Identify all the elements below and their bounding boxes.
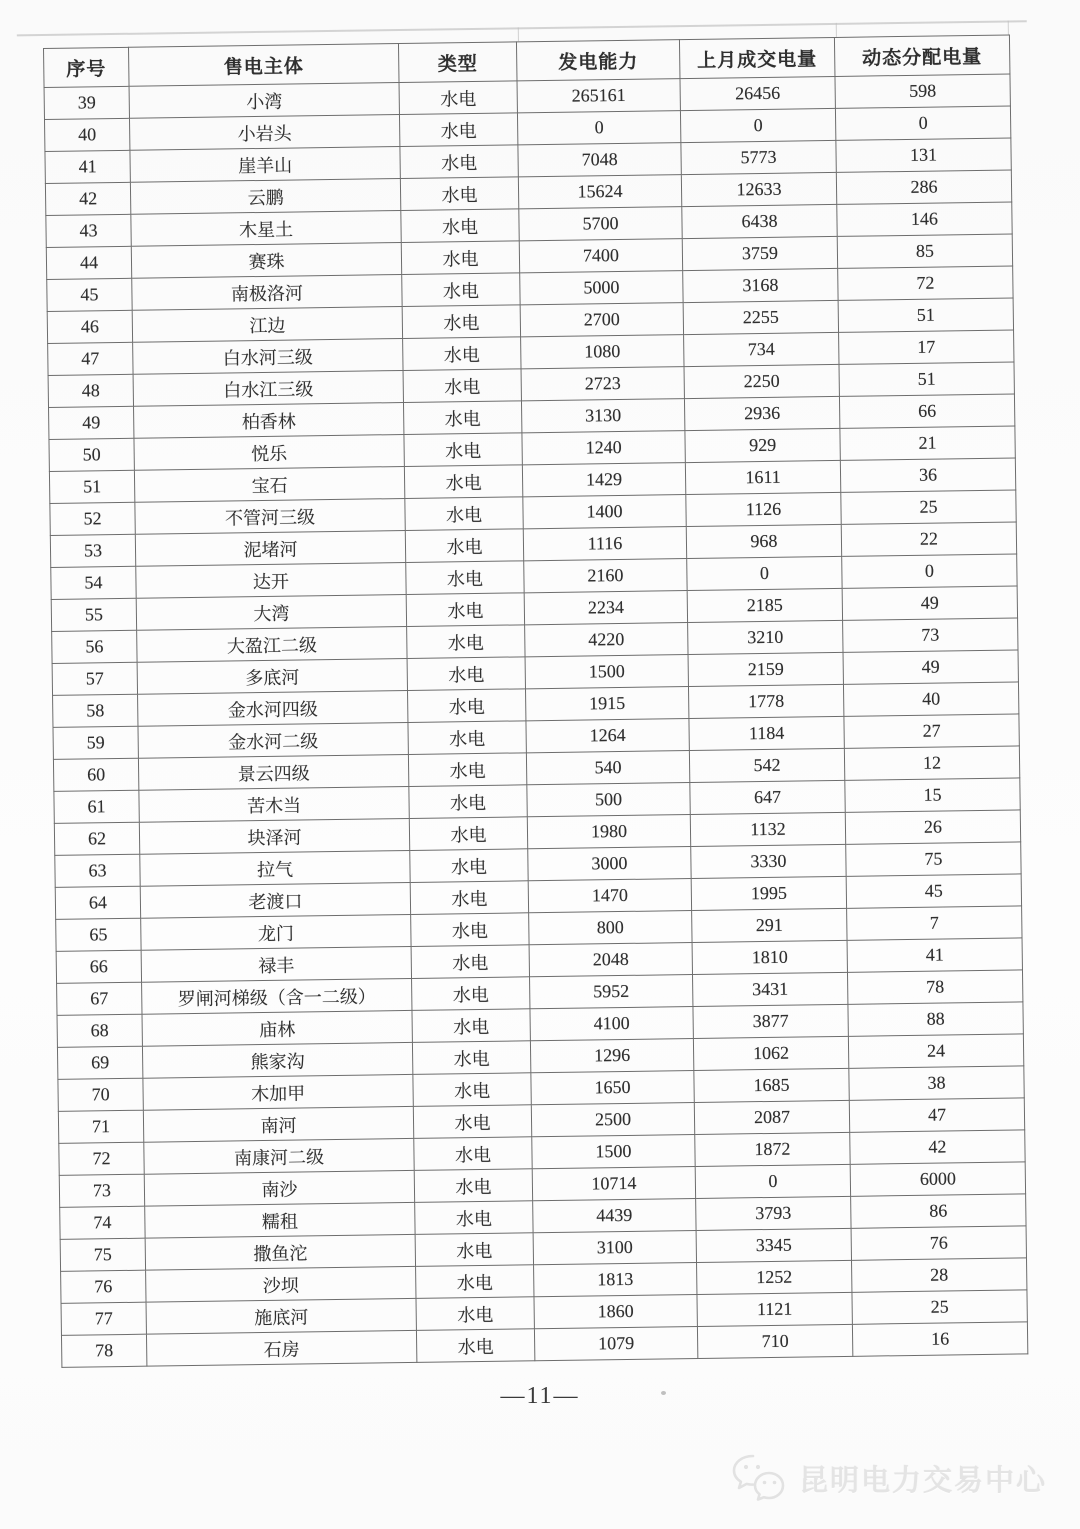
- table-cell: 4100: [530, 1007, 693, 1041]
- table-cell: 白水河三级: [133, 339, 403, 375]
- table-cell: 1685: [694, 1068, 849, 1102]
- table-cell: 38: [849, 1066, 1024, 1100]
- table-cell: 水电: [408, 689, 526, 723]
- table-cell: 赛珠: [131, 243, 401, 279]
- table-cell: 1132: [690, 812, 845, 846]
- table-cell: 24: [848, 1034, 1023, 1068]
- table-cell: 水电: [405, 497, 523, 531]
- table-cell: 1470: [528, 879, 691, 913]
- table-cell: 南极洛河: [132, 275, 402, 311]
- table-cell: 10714: [532, 1167, 695, 1201]
- table-cell: 大湾: [136, 594, 406, 630]
- table-cell: 罗闸河梯级（含一二级）: [142, 978, 412, 1014]
- table-cell: 多底河: [137, 658, 407, 694]
- table-cell: 2048: [529, 943, 692, 977]
- table-cell: 53: [50, 534, 135, 567]
- col-header-lastmonth: 上月成交电量: [679, 37, 835, 78]
- table-cell: 45: [846, 874, 1021, 908]
- table-cell: 水电: [404, 465, 522, 499]
- table-cell: 水电: [410, 849, 528, 883]
- table-cell: 47: [48, 342, 133, 375]
- table-cell: 撒鱼沱: [145, 1234, 415, 1270]
- table-cell: 水电: [401, 241, 519, 275]
- table-cell: 水电: [400, 177, 518, 211]
- table-cell: 南康河二级: [144, 1138, 414, 1174]
- table-cell: 1126: [686, 492, 841, 526]
- table-region: [43, 35, 1027, 1368]
- table-cell: 69: [57, 1046, 142, 1079]
- table-cell: 85: [837, 234, 1012, 268]
- table-cell: 悦乐: [134, 434, 404, 470]
- table-cell: 59: [53, 726, 138, 759]
- table-cell: 968: [686, 524, 841, 558]
- table-cell: 1872: [695, 1132, 850, 1166]
- table-cell: 木星土: [131, 211, 401, 247]
- table-cell: 51: [838, 298, 1013, 332]
- table-cell: 6438: [682, 204, 837, 238]
- table-cell: 水电: [414, 1169, 532, 1203]
- table-cell: 15: [845, 778, 1020, 812]
- table-cell: 水电: [402, 305, 520, 339]
- table-cell: 水电: [403, 369, 521, 403]
- table-cell: 白水江三级: [133, 371, 403, 407]
- table-cell: 76: [851, 1226, 1026, 1260]
- table-cell: 5000: [520, 271, 683, 305]
- scan-remnant-stub: [518, 27, 519, 41]
- table-cell: 39: [44, 86, 129, 119]
- col-header-entity: 售电主体: [128, 44, 399, 87]
- table-cell: 52: [50, 502, 135, 535]
- table-cell: 4439: [533, 1199, 696, 1233]
- table-cell: 929: [685, 428, 840, 462]
- table-cell: 66: [56, 950, 141, 983]
- table-cell: 景云四级: [138, 754, 408, 790]
- table-cell: 水电: [403, 401, 521, 435]
- table-cell: 2936: [684, 396, 839, 430]
- table-cell: 1915: [525, 687, 688, 721]
- watermark: [731, 1452, 1047, 1504]
- table-cell: 66: [839, 394, 1014, 428]
- table-cell: 5773: [681, 140, 836, 174]
- table-cell: 1980: [527, 815, 690, 849]
- table-cell: 76: [61, 1270, 146, 1303]
- table-cell: 286: [836, 170, 1011, 204]
- table-cell: 水电: [416, 1297, 534, 1331]
- table-cell: 74: [60, 1206, 145, 1239]
- table-cell: 不管河三级: [135, 498, 405, 534]
- table-cell: 0: [835, 106, 1010, 140]
- table-cell: 42: [850, 1130, 1025, 1164]
- table-cell: 0: [695, 1164, 850, 1198]
- table-cell: 40: [44, 118, 129, 151]
- table-cell: 22: [841, 522, 1016, 556]
- table-cell: 54: [51, 566, 136, 599]
- table-cell: 块泽河: [139, 818, 409, 854]
- table-cell: 1650: [531, 1071, 694, 1105]
- table-cell: 62: [54, 822, 139, 855]
- table-cell: 木加甲: [143, 1074, 413, 1110]
- table-cell: 61: [54, 790, 139, 823]
- table-cell: 水电: [416, 1265, 534, 1299]
- table-cell: 2500: [531, 1103, 694, 1137]
- table-cell: 46: [47, 310, 132, 343]
- table-cell: 2159: [688, 652, 843, 686]
- table-cell: 710: [697, 1324, 852, 1358]
- table-cell: 57: [52, 662, 137, 695]
- table-cell: 44: [46, 246, 131, 279]
- table-cell: 16: [852, 1322, 1027, 1356]
- col-header-dynamic: 动态分配电量: [834, 35, 1010, 76]
- table-cell: 水电: [415, 1201, 533, 1235]
- table-cell: 265161: [517, 79, 680, 113]
- table-cell: 65: [56, 918, 141, 951]
- table-cell: 1116: [523, 527, 686, 561]
- table-cell: 小岩头: [129, 115, 399, 151]
- scan-remnant-stub: [1008, 21, 1009, 35]
- table-cell: 598: [835, 74, 1010, 108]
- table-cell: 水电: [407, 625, 525, 659]
- table-cell: 宝石: [134, 466, 404, 502]
- table-cell: 3877: [693, 1004, 848, 1038]
- table-cell: 26456: [680, 76, 835, 110]
- table-cell: 73: [843, 618, 1018, 652]
- table-cell: 3345: [696, 1228, 851, 1262]
- table-cell: 水电: [412, 1041, 530, 1075]
- table-cell: 60: [53, 758, 138, 791]
- table-cell: 水电: [403, 337, 521, 371]
- table-cell: 水电: [409, 785, 527, 819]
- table-cell: 水电: [415, 1233, 533, 1267]
- table-cell: 1429: [522, 463, 685, 497]
- table-cell: 131: [836, 138, 1011, 172]
- table-cell: 0: [687, 556, 842, 590]
- table-cell: 542: [689, 748, 844, 782]
- col-header-type: 类型: [398, 42, 517, 83]
- table-cell: 1062: [693, 1036, 848, 1070]
- table-cell: 17: [839, 330, 1014, 364]
- table-cell: 水电: [411, 945, 529, 979]
- table-cell: 水电: [401, 209, 519, 243]
- table-cell: 73: [59, 1174, 144, 1207]
- table-cell: 7: [847, 906, 1022, 940]
- table-cell: 1079: [534, 1326, 697, 1360]
- table-cell: 3100: [533, 1230, 696, 1264]
- table-cell: 72: [59, 1142, 144, 1175]
- table-cell: 苦木当: [139, 786, 409, 822]
- table-cell: 6000: [850, 1162, 1025, 1196]
- table-cell: 水电: [399, 81, 517, 115]
- table-cell: 72: [838, 266, 1013, 300]
- table-cell: 1264: [526, 719, 689, 753]
- table-cell: 江边: [132, 307, 402, 343]
- table-cell: 49: [49, 406, 134, 439]
- table-cell: 沙坝: [146, 1266, 416, 1302]
- table-cell: 1611: [685, 460, 840, 494]
- table-cell: 78: [61, 1334, 146, 1367]
- table-cell: 0: [680, 108, 835, 142]
- table-cell: 3130: [521, 399, 684, 433]
- table-cell: 12: [844, 746, 1019, 780]
- table-cell: 291: [692, 908, 847, 942]
- table-cell: 647: [690, 780, 845, 814]
- table-cell: 40: [843, 682, 1018, 716]
- table-cell: 1121: [697, 1292, 852, 1326]
- table-cell: 36: [840, 458, 1015, 492]
- table-cell: 达开: [136, 562, 406, 598]
- table-cell: 734: [684, 332, 839, 366]
- table-cell: 水电: [406, 593, 524, 627]
- table-cell: 1500: [525, 655, 688, 689]
- table-cell: 43: [46, 214, 131, 247]
- table-cell: 1813: [534, 1262, 697, 1296]
- table-cell: 水电: [412, 977, 530, 1011]
- table-cell: 3330: [691, 844, 846, 878]
- table-cell: 1995: [691, 876, 846, 910]
- table-cell: 75: [60, 1238, 145, 1271]
- table-body: [44, 74, 1028, 1367]
- table-cell: 1240: [522, 431, 685, 465]
- table-cell: 58: [53, 694, 138, 727]
- table-cell: 63: [55, 854, 140, 887]
- table-cell: 大盈江二级: [137, 626, 407, 662]
- table-cell: 水电: [409, 817, 527, 851]
- table-cell: 28: [852, 1258, 1027, 1292]
- table-cell: 1296: [530, 1039, 693, 1073]
- table-cell: 水电: [408, 753, 526, 787]
- table-cell: 1252: [697, 1260, 852, 1294]
- table-cell: 小湾: [129, 83, 399, 119]
- table-cell: 25: [841, 490, 1016, 524]
- table-cell: 67: [57, 982, 142, 1015]
- table-cell: 水电: [400, 145, 518, 179]
- table-cell: 1500: [532, 1135, 695, 1169]
- table-cell: 水电: [411, 913, 529, 947]
- watermark-text: 昆明电力交易中心: [798, 1464, 1047, 1497]
- table-cell: 25: [852, 1290, 1027, 1324]
- table-cell: 水电: [402, 273, 520, 307]
- page-number: —11—: [500, 1383, 580, 1409]
- table-cell: 2700: [520, 303, 683, 337]
- table-cell: 45: [47, 278, 132, 311]
- table-cell: 47: [849, 1098, 1024, 1132]
- table-cell: 3000: [528, 847, 691, 881]
- allocation-table: [43, 34, 1028, 1367]
- table-cell: 2723: [521, 367, 684, 401]
- table-cell: 水电: [416, 1329, 534, 1363]
- scan-speck: [661, 1391, 666, 1395]
- col-header-index: 序号: [44, 47, 130, 87]
- table-cell: 5700: [519, 207, 682, 241]
- table-cell: 26: [845, 810, 1020, 844]
- wechat-icon: [731, 1454, 789, 1502]
- table-cell: 64: [55, 886, 140, 919]
- table-cell: 1778: [688, 684, 843, 718]
- scan-remnant-line: [17, 20, 1027, 36]
- table-cell: 云鹏: [130, 179, 400, 215]
- table-cell: 水电: [414, 1137, 532, 1171]
- table-cell: 水电: [399, 113, 517, 147]
- table-cell: 77: [61, 1302, 146, 1335]
- table-cell: 7048: [518, 143, 681, 177]
- table-cell: 南河: [143, 1106, 413, 1142]
- table-cell: 12633: [681, 172, 836, 206]
- table-cell: 49: [842, 586, 1017, 620]
- table-cell: 21: [840, 426, 1015, 460]
- table-cell: 800: [529, 911, 692, 945]
- table-cell: 500: [527, 783, 690, 817]
- table-cell: 龙门: [141, 914, 411, 950]
- table-cell: 水电: [413, 1105, 531, 1139]
- table-cell: 5952: [530, 975, 693, 1009]
- table-cell: 2255: [683, 300, 838, 334]
- table-cell: 3759: [682, 236, 837, 270]
- table-cell: 71: [58, 1110, 143, 1143]
- table-cell: 51: [839, 362, 1014, 396]
- table-cell: 3793: [696, 1196, 851, 1230]
- table-cell: 水电: [408, 721, 526, 755]
- table-cell: 41: [45, 150, 130, 183]
- table-cell: 3210: [688, 620, 843, 654]
- table-cell: 泥堵河: [135, 530, 405, 566]
- table-cell: 4220: [525, 623, 688, 657]
- table-cell: 56: [52, 630, 137, 663]
- table-cell: 施底河: [146, 1298, 416, 1334]
- table-cell: 42: [45, 182, 130, 215]
- table-cell: 熊家沟: [142, 1042, 412, 1078]
- col-header-capacity: 发电能力: [516, 40, 680, 81]
- table-cell: 0: [517, 111, 680, 145]
- table-cell: 水电: [406, 561, 524, 595]
- table-cell: 水电: [405, 529, 523, 563]
- table-cell: 2234: [524, 591, 687, 625]
- table-cell: 柏香林: [134, 403, 404, 439]
- table-cell: 石房: [146, 1330, 416, 1366]
- table-cell: 75: [846, 842, 1021, 876]
- table-cell: 146: [837, 202, 1012, 236]
- table-cell: 2160: [524, 559, 687, 593]
- table-cell: 水电: [404, 433, 522, 467]
- table-cell: 51: [49, 470, 134, 503]
- table-cell: 水电: [412, 1009, 530, 1043]
- table-cell: 糯租: [145, 1202, 415, 1238]
- table-cell: 41: [847, 938, 1022, 972]
- table-cell: 1400: [523, 495, 686, 529]
- table-cell: 水电: [413, 1073, 531, 1107]
- table-cell: 2087: [694, 1100, 849, 1134]
- table-cell: 拉气: [140, 850, 410, 886]
- table-cell: 50: [49, 438, 134, 471]
- table-cell: 金水河二级: [138, 722, 408, 758]
- table-cell: 南沙: [144, 1170, 414, 1206]
- table-cell: 老渡口: [140, 882, 410, 918]
- table-cell: 金水河四级: [138, 690, 408, 726]
- table-cell: 78: [847, 970, 1022, 1004]
- table-cell: 水电: [407, 657, 525, 691]
- table-cell: 49: [843, 650, 1018, 684]
- table-cell: 3168: [683, 268, 838, 302]
- table-cell: 1080: [521, 335, 684, 369]
- table-cell: 水电: [410, 881, 528, 915]
- table-cell: 88: [848, 1002, 1023, 1036]
- table-cell: 7400: [519, 239, 682, 273]
- table-cell: 68: [57, 1014, 142, 1047]
- table-cell: 48: [48, 374, 133, 407]
- table-cell: 70: [58, 1078, 143, 1111]
- table-cell: 86: [851, 1194, 1026, 1228]
- table-cell: 1810: [692, 940, 847, 974]
- table-cell: 1860: [534, 1294, 697, 1328]
- table-cell: 0: [842, 554, 1017, 588]
- table-cell: 庙林: [142, 1010, 412, 1046]
- table-cell: 15624: [518, 175, 681, 209]
- table-cell: 3431: [692, 972, 847, 1006]
- table-cell: 2185: [687, 588, 842, 622]
- table-cell: 2250: [684, 364, 839, 398]
- table-cell: 1184: [689, 716, 844, 750]
- table-cell: 禄丰: [141, 946, 411, 982]
- table-cell: 27: [844, 714, 1019, 748]
- table-cell: 崖羊山: [130, 147, 400, 183]
- table-cell: 55: [51, 598, 136, 631]
- scan-remnant-stub: [836, 23, 837, 37]
- table-cell: 540: [526, 751, 689, 785]
